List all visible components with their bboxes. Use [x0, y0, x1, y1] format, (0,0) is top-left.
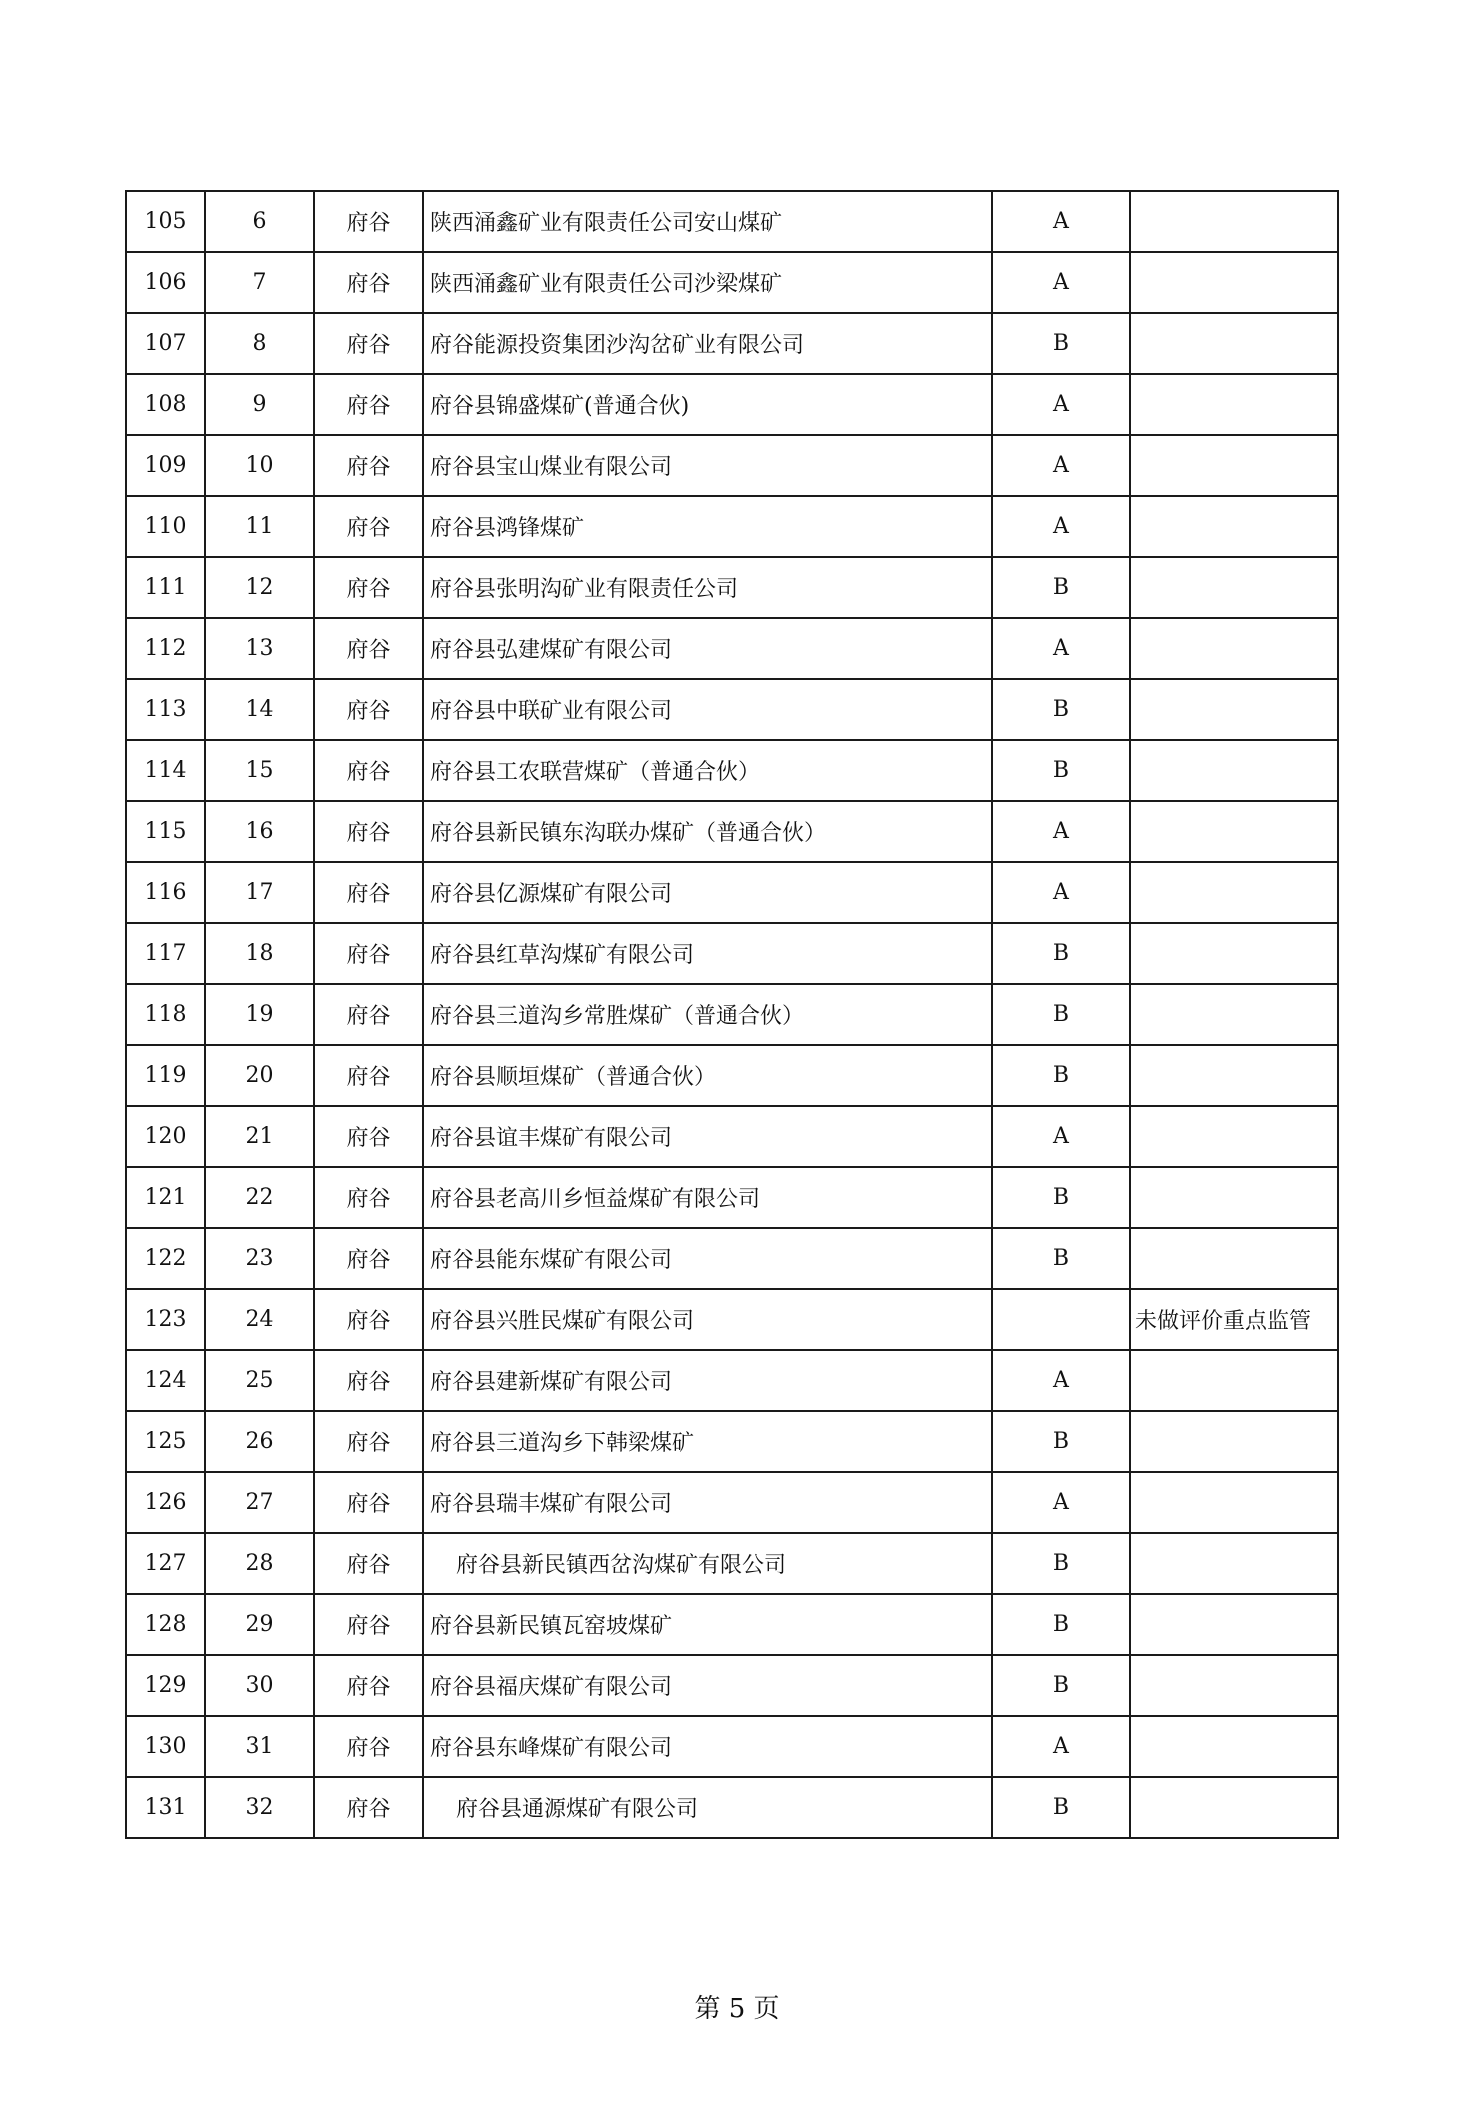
table-row	[126, 496, 1338, 557]
table-row	[126, 191, 1338, 252]
mine-name-cell: 陕西涌鑫矿业有限责任公司安山煤矿	[423, 191, 992, 252]
mine-name-cell: 府谷能源投资集团沙沟岔矿业有限公司	[423, 313, 992, 374]
mine-name-cell: 府谷县兴胜民煤矿有限公司	[423, 1289, 992, 1350]
remark-cell	[1130, 557, 1338, 618]
mine-name-cell: 府谷县宝山煤业有限公司	[423, 435, 992, 496]
grade-cell: B	[992, 1655, 1130, 1716]
sub-number-cell: 21	[205, 1106, 314, 1167]
remark-cell	[1130, 435, 1338, 496]
table-row	[126, 1655, 1338, 1716]
mine-name-cell: 府谷县顺垣煤矿（普通合伙）	[423, 1045, 992, 1106]
remark-cell	[1130, 740, 1338, 801]
remark-cell	[1130, 1106, 1338, 1167]
sub-number-cell: 27	[205, 1472, 314, 1533]
table-row	[126, 252, 1338, 313]
grade-cell: B	[992, 1045, 1130, 1106]
county-cell: 府谷	[314, 1716, 423, 1777]
remark-cell	[1130, 1655, 1338, 1716]
grade-cell: B	[992, 1167, 1130, 1228]
table-row	[126, 435, 1338, 496]
sub-number-cell: 8	[205, 313, 314, 374]
table-row	[126, 557, 1338, 618]
overall-number-cell: 127	[126, 1533, 205, 1594]
overall-number-cell: 122	[126, 1228, 205, 1289]
county-cell: 府谷	[314, 1533, 423, 1594]
remark-cell	[1130, 862, 1338, 923]
overall-number-cell: 115	[126, 801, 205, 862]
county-cell: 府谷	[314, 1472, 423, 1533]
overall-number-cell: 109	[126, 435, 205, 496]
overall-number-cell: 114	[126, 740, 205, 801]
overall-number-cell: 118	[126, 984, 205, 1045]
remark-cell	[1130, 1533, 1338, 1594]
grade-cell: B	[992, 1594, 1130, 1655]
county-cell: 府谷	[314, 252, 423, 313]
table-row	[126, 1411, 1338, 1472]
county-cell: 府谷	[314, 1655, 423, 1716]
sub-number-cell: 26	[205, 1411, 314, 1472]
remark-cell	[1130, 801, 1338, 862]
overall-number-cell: 107	[126, 313, 205, 374]
sub-number-cell: 32	[205, 1777, 314, 1838]
mine-name-cell: 府谷县新民镇瓦窑坡煤矿	[423, 1594, 992, 1655]
sub-number-cell: 18	[205, 923, 314, 984]
remark-cell	[1130, 496, 1338, 557]
county-cell: 府谷	[314, 191, 423, 252]
remark-cell	[1130, 1594, 1338, 1655]
sub-number-cell: 16	[205, 801, 314, 862]
grade-cell: B	[992, 679, 1130, 740]
remark-cell	[1130, 1350, 1338, 1411]
table-row	[126, 1472, 1338, 1533]
table-row	[126, 1045, 1338, 1106]
sub-number-cell: 14	[205, 679, 314, 740]
overall-number-cell: 124	[126, 1350, 205, 1411]
table-row	[126, 1350, 1338, 1411]
overall-number-cell: 129	[126, 1655, 205, 1716]
overall-number-cell: 130	[126, 1716, 205, 1777]
county-cell: 府谷	[314, 679, 423, 740]
grade-cell: B	[992, 1777, 1130, 1838]
county-cell: 府谷	[314, 801, 423, 862]
remark-cell	[1130, 1777, 1338, 1838]
grade-cell: A	[992, 1716, 1130, 1777]
grade-cell: A	[992, 496, 1130, 557]
table-row	[126, 1289, 1338, 1350]
remark-cell	[1130, 1228, 1338, 1289]
grade-cell: B	[992, 1533, 1130, 1594]
sub-number-cell: 31	[205, 1716, 314, 1777]
overall-number-cell: 106	[126, 252, 205, 313]
sub-number-cell: 7	[205, 252, 314, 313]
mine-name-cell: 府谷县通源煤矿有限公司	[423, 1777, 992, 1838]
sub-number-cell: 15	[205, 740, 314, 801]
remark-cell	[1130, 1167, 1338, 1228]
mine-name-cell: 府谷县瑞丰煤矿有限公司	[423, 1472, 992, 1533]
mine-name-cell: 府谷县红草沟煤矿有限公司	[423, 923, 992, 984]
mine-name-cell: 府谷县张明沟矿业有限责任公司	[423, 557, 992, 618]
grade-cell: A	[992, 618, 1130, 679]
mine-name-cell: 府谷县三道沟乡常胜煤矿（普通合伙）	[423, 984, 992, 1045]
overall-number-cell: 128	[126, 1594, 205, 1655]
county-cell: 府谷	[314, 984, 423, 1045]
table-row	[126, 1106, 1338, 1167]
mine-name-cell: 陕西涌鑫矿业有限责任公司沙梁煤矿	[423, 252, 992, 313]
sub-number-cell: 30	[205, 1655, 314, 1716]
mine-name-cell: 府谷县建新煤矿有限公司	[423, 1350, 992, 1411]
coal-mine-table	[125, 190, 1339, 1839]
table-row	[126, 1716, 1338, 1777]
grade-cell: B	[992, 557, 1130, 618]
sub-number-cell: 11	[205, 496, 314, 557]
grade-cell: B	[992, 1228, 1130, 1289]
sub-number-cell: 23	[205, 1228, 314, 1289]
mine-name-cell: 府谷县老高川乡恒益煤矿有限公司	[423, 1167, 992, 1228]
overall-number-cell: 119	[126, 1045, 205, 1106]
mine-name-cell: 府谷县鸿锋煤矿	[423, 496, 992, 557]
county-cell: 府谷	[314, 557, 423, 618]
county-cell: 府谷	[314, 740, 423, 801]
table-row	[126, 740, 1338, 801]
table-row	[126, 923, 1338, 984]
remark-cell	[1130, 374, 1338, 435]
remark-cell	[1130, 1045, 1338, 1106]
overall-number-cell: 112	[126, 618, 205, 679]
table-row	[126, 313, 1338, 374]
remark-cell	[1130, 984, 1338, 1045]
grade-cell: B	[992, 740, 1130, 801]
overall-number-cell: 108	[126, 374, 205, 435]
grade-cell: A	[992, 801, 1130, 862]
remark-cell	[1130, 313, 1338, 374]
sub-number-cell: 28	[205, 1533, 314, 1594]
county-cell: 府谷	[314, 435, 423, 496]
mine-name-cell: 府谷县能东煤矿有限公司	[423, 1228, 992, 1289]
grade-cell: A	[992, 252, 1130, 313]
overall-number-cell: 117	[126, 923, 205, 984]
county-cell: 府谷	[314, 1411, 423, 1472]
mine-name-cell: 府谷县新民镇西岔沟煤矿有限公司	[423, 1533, 992, 1594]
overall-number-cell: 125	[126, 1411, 205, 1472]
overall-number-cell: 121	[126, 1167, 205, 1228]
table-row	[126, 862, 1338, 923]
mine-name-cell: 府谷县中联矿业有限公司	[423, 679, 992, 740]
sub-number-cell: 29	[205, 1594, 314, 1655]
county-cell: 府谷	[314, 496, 423, 557]
mine-name-cell: 府谷县新民镇东沟联办煤矿（普通合伙）	[423, 801, 992, 862]
overall-number-cell: 131	[126, 1777, 205, 1838]
remark-cell	[1130, 1472, 1338, 1533]
sub-number-cell: 22	[205, 1167, 314, 1228]
table-row	[126, 374, 1338, 435]
sub-number-cell: 17	[205, 862, 314, 923]
grade-cell: A	[992, 1106, 1130, 1167]
remark-cell	[1130, 1716, 1338, 1777]
overall-number-cell: 123	[126, 1289, 205, 1350]
county-cell: 府谷	[314, 862, 423, 923]
table-body	[126, 191, 1338, 1838]
overall-number-cell: 113	[126, 679, 205, 740]
county-cell: 府谷	[314, 374, 423, 435]
mine-name-cell: 府谷县福庆煤矿有限公司	[423, 1655, 992, 1716]
county-cell: 府谷	[314, 1106, 423, 1167]
remark-cell	[1130, 191, 1338, 252]
remark-cell	[1130, 923, 1338, 984]
mine-name-cell: 府谷县锦盛煤矿(普通合伙)	[423, 374, 992, 435]
mine-name-cell: 府谷县弘建煤矿有限公司	[423, 618, 992, 679]
county-cell: 府谷	[314, 1045, 423, 1106]
sub-number-cell: 6	[205, 191, 314, 252]
page-number: 第 5 页	[694, 1994, 780, 2024]
sub-number-cell: 20	[205, 1045, 314, 1106]
grade-cell: A	[992, 1350, 1130, 1411]
county-cell: 府谷	[314, 1289, 423, 1350]
mine-name-cell: 府谷县工农联营煤矿（普通合伙）	[423, 740, 992, 801]
overall-number-cell: 120	[126, 1106, 205, 1167]
table-row	[126, 1594, 1338, 1655]
sub-number-cell: 10	[205, 435, 314, 496]
table-row	[126, 679, 1338, 740]
county-cell: 府谷	[314, 923, 423, 984]
remark-cell	[1130, 1411, 1338, 1472]
grade-cell: B	[992, 1411, 1130, 1472]
table-row	[126, 1533, 1338, 1594]
grade-cell: A	[992, 1472, 1130, 1533]
table-row	[126, 984, 1338, 1045]
overall-number-cell: 126	[126, 1472, 205, 1533]
remark-cell	[1130, 252, 1338, 313]
mine-name-cell: 府谷县三道沟乡下韩梁煤矿	[423, 1411, 992, 1472]
remark-cell	[1130, 618, 1338, 679]
county-cell: 府谷	[314, 1167, 423, 1228]
sub-number-cell: 12	[205, 557, 314, 618]
mine-name-cell: 府谷县东峰煤矿有限公司	[423, 1716, 992, 1777]
table-row	[126, 1777, 1338, 1838]
remark-cell	[1130, 679, 1338, 740]
grade-cell: A	[992, 191, 1130, 252]
sub-number-cell: 25	[205, 1350, 314, 1411]
grade-cell: A	[992, 862, 1130, 923]
table-row	[126, 1228, 1338, 1289]
grade-cell: A	[992, 435, 1130, 496]
county-cell: 府谷	[314, 313, 423, 374]
grade-cell: B	[992, 313, 1130, 374]
sub-number-cell: 19	[205, 984, 314, 1045]
sub-number-cell: 13	[205, 618, 314, 679]
overall-number-cell: 105	[126, 191, 205, 252]
mine-name-cell: 府谷县亿源煤矿有限公司	[423, 862, 992, 923]
grade-cell	[992, 1289, 1130, 1350]
county-cell: 府谷	[314, 1594, 423, 1655]
grade-cell: B	[992, 984, 1130, 1045]
county-cell: 府谷	[314, 1777, 423, 1838]
grade-cell: B	[992, 923, 1130, 984]
table-row	[126, 1167, 1338, 1228]
remark-cell: 未做评价重点监管	[1130, 1289, 1338, 1350]
county-cell: 府谷	[314, 1350, 423, 1411]
overall-number-cell: 111	[126, 557, 205, 618]
grade-cell: A	[992, 374, 1130, 435]
table-row	[126, 618, 1338, 679]
county-cell: 府谷	[314, 1228, 423, 1289]
sub-number-cell: 9	[205, 374, 314, 435]
overall-number-cell: 110	[126, 496, 205, 557]
mine-name-cell: 府谷县谊丰煤矿有限公司	[423, 1106, 992, 1167]
overall-number-cell: 116	[126, 862, 205, 923]
sub-number-cell: 24	[205, 1289, 314, 1350]
county-cell: 府谷	[314, 618, 423, 679]
table-row	[126, 801, 1338, 862]
